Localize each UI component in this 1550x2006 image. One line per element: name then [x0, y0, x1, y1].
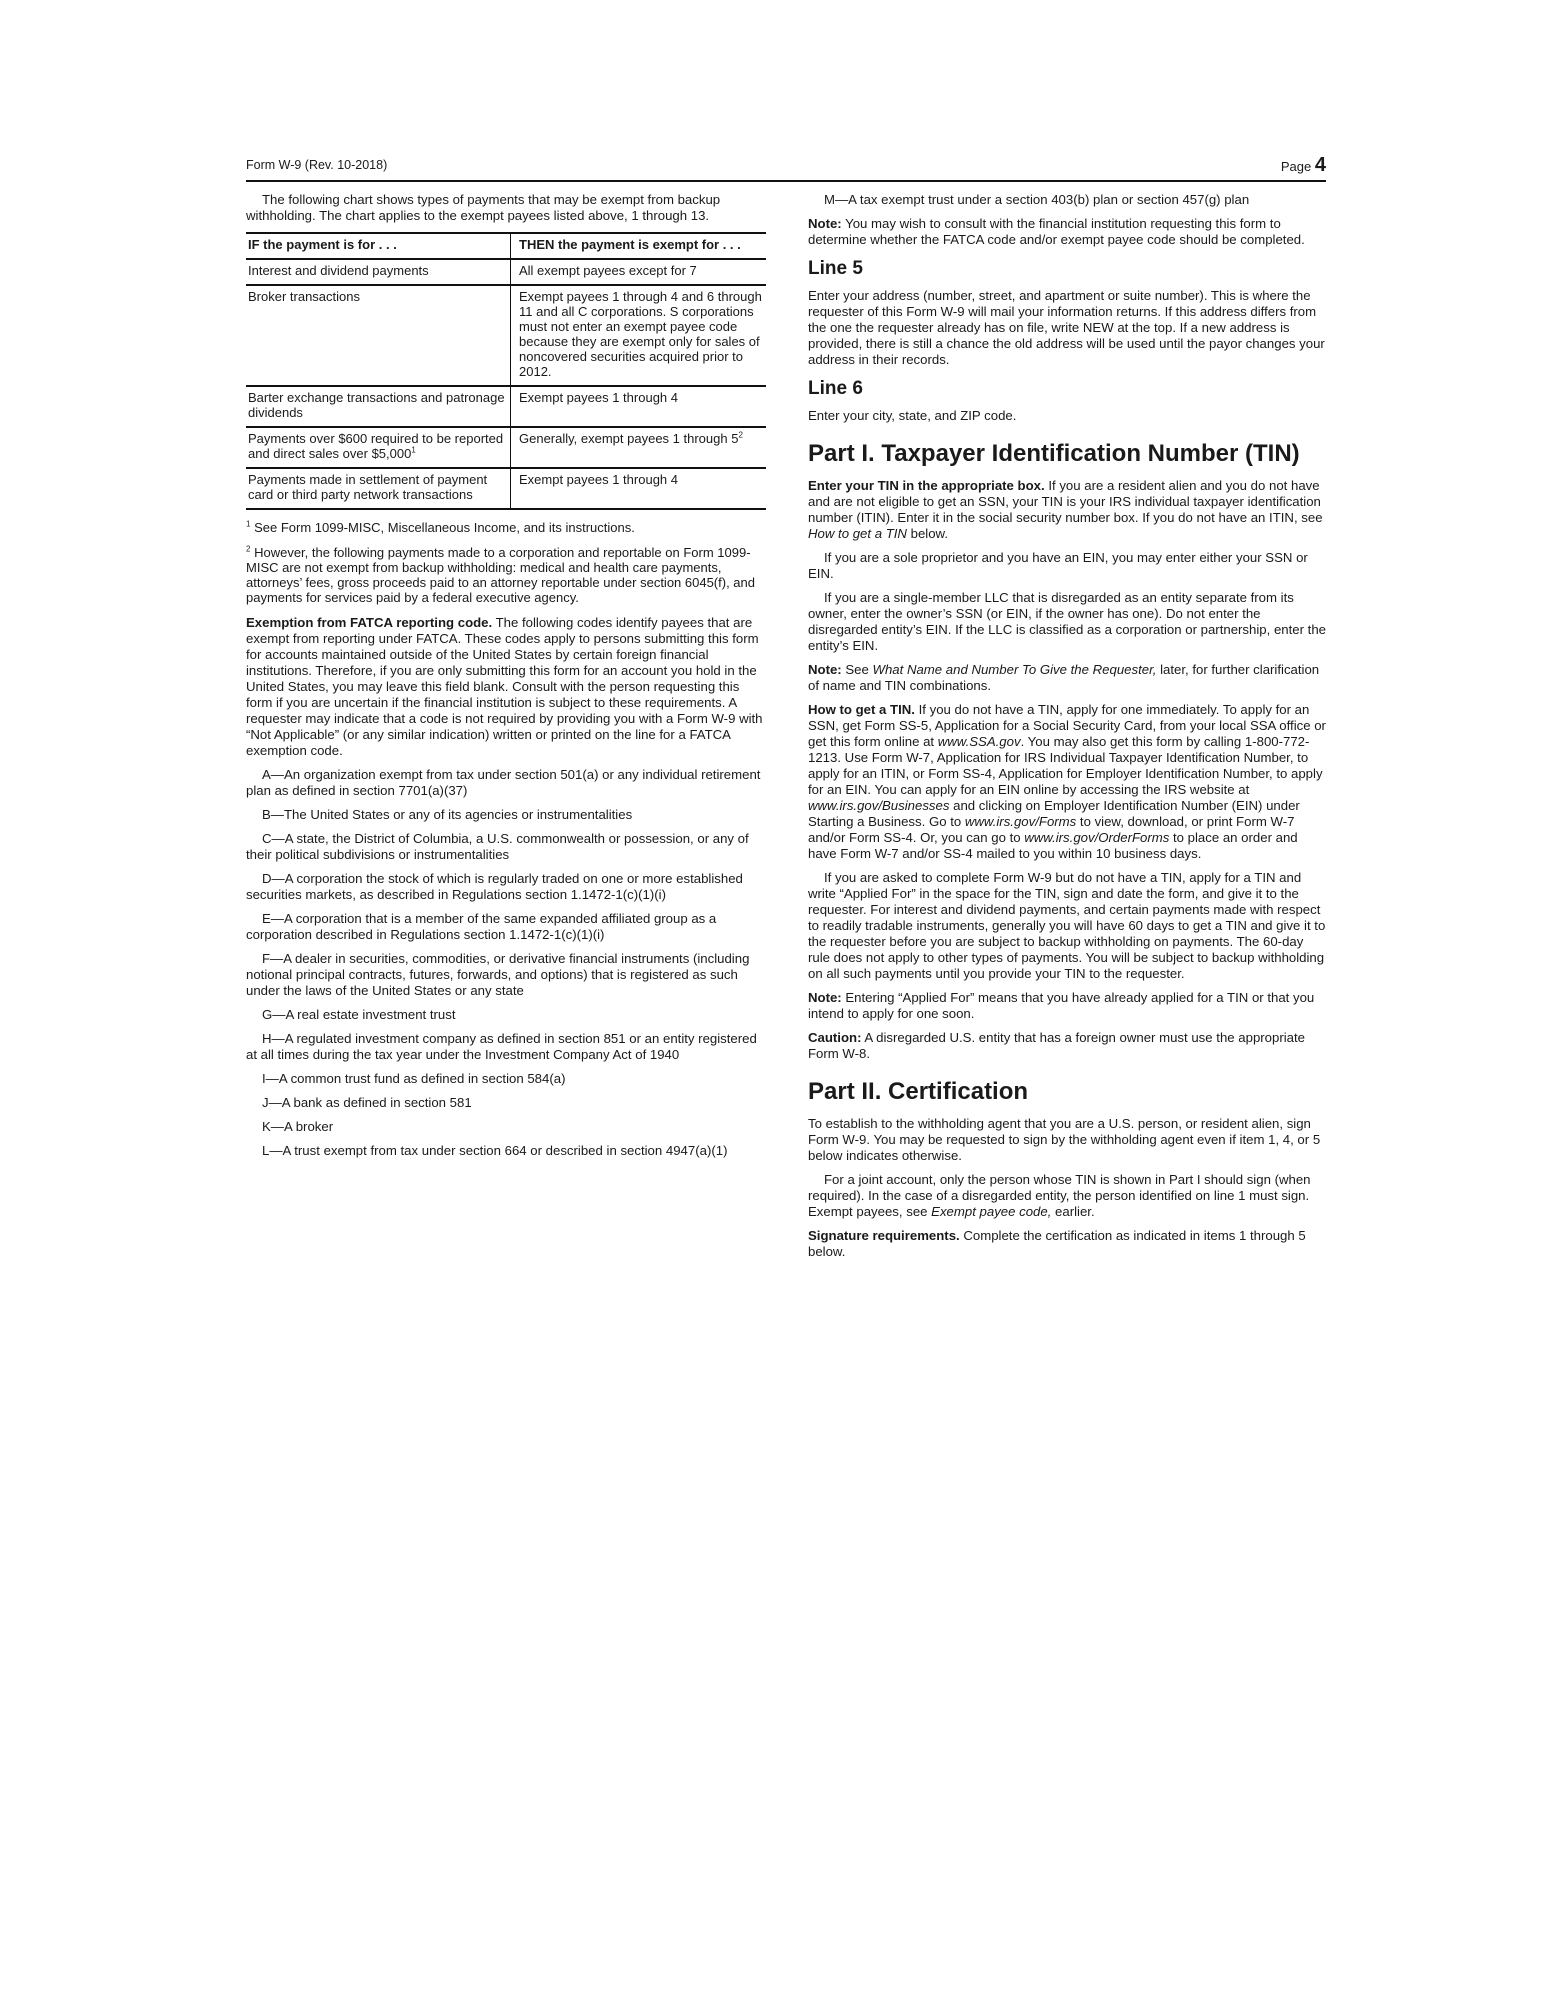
table-row [246, 386, 766, 427]
table-row [246, 285, 766, 386]
fatca-code: C—A state, the District of Columbia, a U.S. commonwealth or possession, or any of their political subdivisions or instrumentalities [246, 831, 749, 862]
irs-forms-link[interactable]: www.irs.gov/Forms [964, 814, 1077, 829]
fatca-code: M—A tax exempt trust under a section 403(b) plan or section 457(g) plan [824, 192, 1250, 207]
fatca-code: K—A broker [262, 1119, 334, 1134]
irs-orderforms-link[interactable]: www.irs.gov/OrderForms [1024, 830, 1170, 845]
footnote-1: $^1$ See Form 1099-MISC, Miscellaneous Income, and its instructions. [246, 519, 635, 535]
table-cell: Barter exchange transactions and patronage dividends [246, 386, 511, 427]
table-cell: All exempt payees except for 7 [511, 259, 767, 285]
table-cell: Exempt payees 1 through 4 [511, 468, 767, 509]
irs-businesses-link[interactable]: www.irs.gov/Businesses [808, 798, 950, 813]
llc-paragraph: If you are a single-member LLC that is disregarded as an entity separate from its owner, enter the owner’s SSN (or EIN, if the owner has one). Do not enter the disregarded entity’s EIN. If the LLC is classified as a corporation or partnership, enter the entity’s EIN. [808, 590, 1327, 653]
line6-text: Enter your city, state, and ZIP code. [808, 408, 1017, 423]
fatca-code: D—A corporation the stock of which is regularly traded on one or more established securities markets, as described in Regulations section 1.1472-1(c)(1)(i) [246, 871, 743, 902]
line5-text: Enter your address (number, street, and apartment or suite number). This is where the requester of this Form W-9 will mail your information returns. If this address differs from the one the requester already has on file, write NEW at the top. If a new address is provided, there is still a chance the old address will be used until the payor changes your address in their records. [808, 288, 1325, 367]
fatca-code: A—An organization exempt from tax under section 501(a) or any individual retirement plan as defined in section 7701(a)(37) [246, 767, 761, 798]
signature-requirements-paragraph: Signature requirements. Complete the certification as indicated in items 1 through 5 below. [808, 1228, 1306, 1259]
table-row [246, 427, 766, 468]
tin-box-paragraph: Enter your TIN in the appropriate box. If you are a resident alien and you do not have and are not eligible to get an SSN, your TIN is your IRS individual taxpayer identification number (ITIN). Enter it in the social security number box. If you do not have an ITIN, see How to get a TIN below. [808, 478, 1323, 541]
table-header: THEN the payment is exempt for . . . [511, 233, 767, 259]
right-column [808, 192, 1328, 1268]
part2-heading: Part II. Certification [808, 1078, 1029, 1105]
table-cell: Generally, exempt payees 1 through $5^2$ [511, 427, 767, 468]
table-row [246, 468, 766, 509]
page-number: Page 4 [1280, 154, 1326, 176]
table-header: IF the payment is for . . . [246, 233, 511, 259]
ssa-link[interactable]: www.SSA.gov [937, 734, 1021, 749]
table-cell: Exempt payees 1 through 4 and 6 through 11 and all C corporations. S corporations must not enter an exempt payee code because they are exempt only for sales of noncovered securities acquired prior to 2012. [511, 285, 767, 386]
exemption-table [246, 232, 766, 510]
fatca-paragraph: Exemption from FATCA reporting code. The following codes identify payees that are exempt from reporting under FATCA. These codes apply to persons submitting this form for accounts maintained outside of the United States by certain foreign financial institutions. Therefore, if you are only submitting this form for an account you hold in the United States, you may leave this field blank. Consult with the person requesting this form if you are uncertain if the financial institution is subject to these requirements. A requester may indicate that a code is not required by providing you with a Form W-9 with “Not Applicable” (or any similar indication) written or printed on the line for a FATCA exemption code. [246, 615, 763, 758]
caution-paragraph: Caution: A disregarded U.S. entity that has a foreign owner must use the appropriate Form W-8. [808, 1030, 1305, 1061]
chart-intro: The following chart shows types of payments that may be exempt from backup withholding. The chart applies to the exempt payees listed above, 1 through 13. [246, 192, 721, 223]
fatca-code: E—A corporation that is a member of the same expanded affiliated group as a corporation described in Regulations section 1.1472-1(c)(1)(i) [246, 911, 717, 942]
fatca-code: B—The United States or any of its agencies or instrumentalities [262, 807, 633, 822]
line6-heading: Line 6 [808, 378, 863, 399]
sole-proprietor-paragraph: If you are a sole proprietor and you have an EIN, you may enter either your SSN or EIN. [808, 550, 1308, 581]
table-cell: Payments made in settlement of payment card or third party network transactions [246, 468, 511, 509]
fatca-code: G—A real estate investment trust [262, 1007, 456, 1022]
form-id: Form W-9 (Rev. 10-2018) [246, 158, 388, 172]
note-paragraph: Note: See What Name and Number To Give the Requester, later, for further clarification of name and TIN combinations. [808, 662, 1320, 693]
fatca-code: I—A common trust fund as defined in section 584(a) [262, 1071, 566, 1086]
note-paragraph: Note: Entering “Applied For” means that you have already applied for a TIN or that you intend to apply for one soon. [808, 990, 1315, 1021]
footnote-2: $^2$ However, the following payments made to a corporation and reportable on Form 1099-MISC are not exempt from backup withholding: medical and health care payments, attorneys’ fees, gross proceeds paid to an attorney reportable under section 6045(f), and payments for services paid by a federal executive agency. [246, 544, 755, 605]
fatca-code: H—A regulated investment company as defined in section 851 or an entity registered at all times during the tax year under the Investment Company Act of 1940 [246, 1031, 757, 1062]
note-paragraph: Note: You may wish to consult with the financial institution requesting this form to determine whether the FATCA code and/or exempt payee code should be completed. [808, 216, 1305, 247]
fatca-code: F—A dealer in securities, commodities, or derivative financial instruments (including notional principal contracts, futures, forwards, and options) that is registered as such under the laws of the United States or any state [246, 951, 750, 998]
fatca-code: L—A trust exempt from tax under section 664 or described in section 4947(a)(1) [262, 1143, 728, 1158]
table-row [246, 259, 766, 285]
fatca-code: J—A bank as defined in section 581 [262, 1095, 472, 1110]
table-cell: Interest and dividend payments [246, 259, 511, 285]
page-header [246, 156, 1326, 182]
table-cell: Payments over $600 required to be reported and direct sales over $5,000$^1$ [246, 427, 511, 468]
table-cell: Broker transactions [246, 285, 511, 386]
applied-for-paragraph: If you are asked to complete Form W-9 but do not have a TIN, apply for a TIN and write “Applied For” in the space for the TIN, sign and date the form, and give it to the requester. For interest and dividend payments, and certain payments made with respect to readily tradable instruments, generally you will have 60 days to get a TIN and give it to the requester before you are subject to backup withholding on payments. The 60-day rule does not apply to other types of payments. You will be subject to backup withholding on all such payments until you provide your TIN to the requester. [808, 870, 1326, 981]
left-column [246, 192, 766, 1167]
joint-account-paragraph: For a joint account, only the person whose TIN is shown in Part I should sign (when required). In the case of a disregarded entity, the person identified on line 1 must sign. Exempt payees, see Exempt payee code, earlier. [808, 1172, 1311, 1219]
certification-paragraph: To establish to the withholding agent that you are a U.S. person, or resident alien, sign Form W-9. You may be requested to sign by the withholding agent even if item 1, 4, or 5 below indicates otherwise. [808, 1116, 1321, 1163]
line5-heading: Line 5 [808, 258, 863, 279]
how-to-get-tin-paragraph: How to get a TIN. If you do not have a TIN, apply for one immediately. To apply for an SSN, get Form SS-5, Application for a Social Security Card, from your local SSA office or get this form online at www.SSA.gov. You may also get this form by calling 1-800-772-1213. Use Form W-7, Application for IRS Individual Taxpayer Identification Number, to apply for an ITIN, or Form SS-4, Application for Employer Identification Number, to apply for an EIN. You can apply for an EIN online by accessing the IRS website at www.irs.gov/Businesses and clicking on Employer Identification Number (EIN) under Starting a Business. Go to www.irs.gov/Forms to view, download, or print Form W-7 and/or Form SS-4. Or, you can go to www.irs.gov/OrderForms to place an order and have Form W-7 and/or SS-4 mailed to you within 10 business days. [808, 702, 1326, 861]
table-cell: Exempt payees 1 through 4 [511, 386, 767, 427]
table-header-row [246, 233, 766, 259]
part1-heading: Part I. Taxpayer Identification Number (TIN) [808, 440, 1300, 467]
